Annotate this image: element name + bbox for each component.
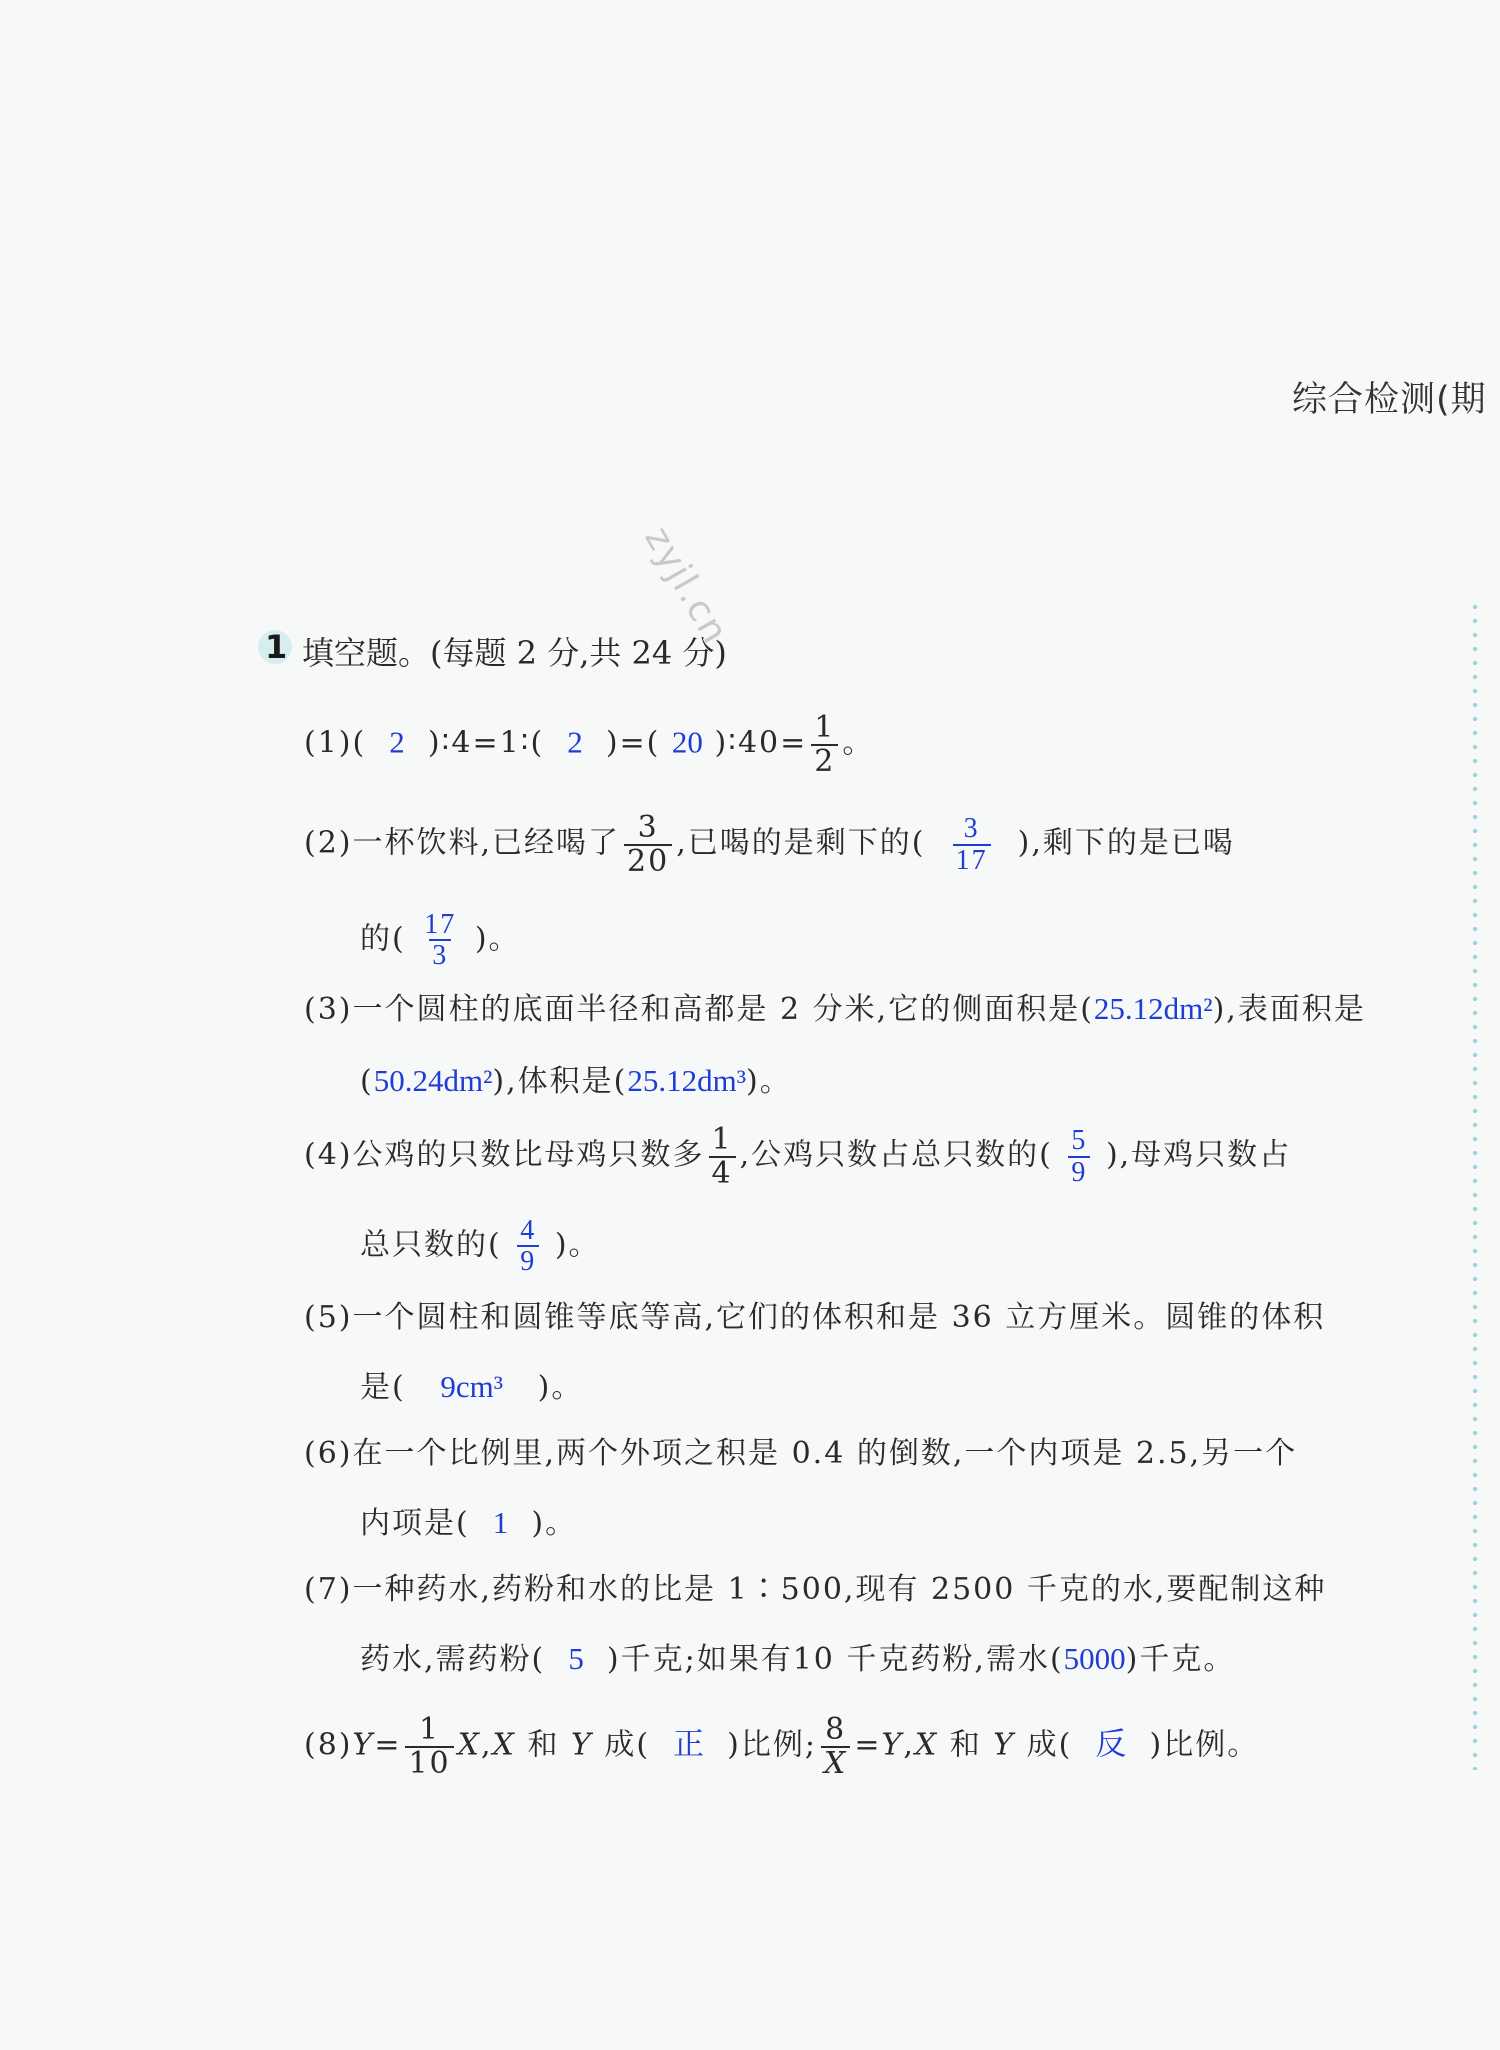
question-2-line-1: (2)一杯饮料,已经喝了 $\frac{3}{20}$ ,已喝的是剩下的( $\frac{3}{17}$ ),剩下的是已喝 — [304, 810, 1235, 879]
question-3-line-1: (3)一个圆柱的底面半径和高都是 2 分米,它的侧面积是(25.12dm²),表面积是 — [304, 991, 1366, 1027]
q1-label: (1) — [304, 725, 353, 761]
question-4-line-2: 总只数的( $\frac{4}{9}$ )。 — [360, 1215, 601, 1278]
q4-answer-1: $\frac{5}{9}$ — [1068, 1126, 1090, 1187]
dotted-margin-border — [1472, 600, 1478, 1770]
section-number: 1 — [265, 628, 288, 666]
q1-answer-1: 2 — [389, 724, 405, 760]
q8-answer-1: 正 — [673, 1726, 705, 1762]
watermark: zyjl.cn — [636, 520, 737, 652]
q5-answer: 9cm³ — [440, 1369, 503, 1404]
question-4-line-1: (4)公鸡的只数比母鸡只数多 $\frac{1}{4}$ ,公鸡只数占总只数的( $\frac{5}{9}$ ),母鸡只数占 — [304, 1122, 1292, 1191]
q6-answer: 1 — [492, 1505, 509, 1540]
question-1: (1)( 2 )∶4=1∶( 2 )=( 20 )∶40= $\frac{1}{2}$ 。 — [304, 710, 875, 779]
q2-fraction: $\frac{3}{20}$ — [624, 812, 672, 877]
q1-answer-2: 2 — [567, 724, 583, 760]
q8-fraction-1: $\frac{1}{10}$ — [405, 1714, 453, 1779]
q2-answer-1: $\frac{3}{17}$ — [953, 814, 991, 875]
q1-fraction-half: $\frac{1}{2}$ — [811, 712, 838, 777]
question-6-line-1: (6)在一个比例里,两个外项之积是 0.4 的倒数,一个内项是 2.5,另一个 — [304, 1436, 1298, 1471]
q1-answer-3: 20 — [671, 724, 703, 760]
question-6-line-2: 内项是( 1 )。 — [360, 1505, 578, 1541]
q3-answer-2: 50.24dm² — [373, 1063, 493, 1098]
question-5-line-1: (5)一个圆柱和圆锥等底等高,它们的体积和是 36 立方厘米。圆锥的体积 — [304, 1300, 1326, 1335]
q2-answer-2: $\frac{17}{3}$ — [424, 909, 457, 972]
q7-answer-2: 5000 — [1063, 1641, 1126, 1676]
q8-fraction-2: $\frac{8}{X}$ — [821, 1714, 850, 1779]
section-title: 填空题。(每题 2 分,共 24 分) — [302, 634, 727, 672]
question-5-line-2: 是( 9cm³ )。 — [360, 1369, 584, 1405]
q3-answer-3: 25.12dm³ — [627, 1063, 747, 1098]
question-8: (8)Y= $\frac{1}{10}$ X,X 和 Y 成( 正 )比例; $\frac{8}{X}$ =Y,X 和 Y 成( 反 )比例。 — [304, 1712, 1260, 1781]
page-header-title: 综合检测(期 — [1292, 380, 1487, 420]
question-7-line-2: 药水,需药粉( 5 )千克;如果有10 千克药粉,需水(5000)千克。 — [360, 1641, 1236, 1677]
question-7-line-1: (7)一种药水,药粉和水的比是 1∶500,现有 2500 千克的水,要配制这种 — [304, 1572, 1327, 1607]
q3-answer-1: 25.12dm² — [1093, 991, 1213, 1026]
question-2-line-2: 的( $\frac{17}{3}$ )。 — [360, 909, 521, 972]
q7-answer-1: 5 — [568, 1641, 584, 1676]
q4-fraction: $\frac{1}{4}$ — [709, 1124, 736, 1189]
question-3-line-2: (50.24dm²),体积是(25.12dm³)。 — [360, 1063, 792, 1099]
q4-answer-2: $\frac{4}{9}$ — [517, 1216, 539, 1277]
q8-answer-2: 反 — [1095, 1726, 1127, 1762]
